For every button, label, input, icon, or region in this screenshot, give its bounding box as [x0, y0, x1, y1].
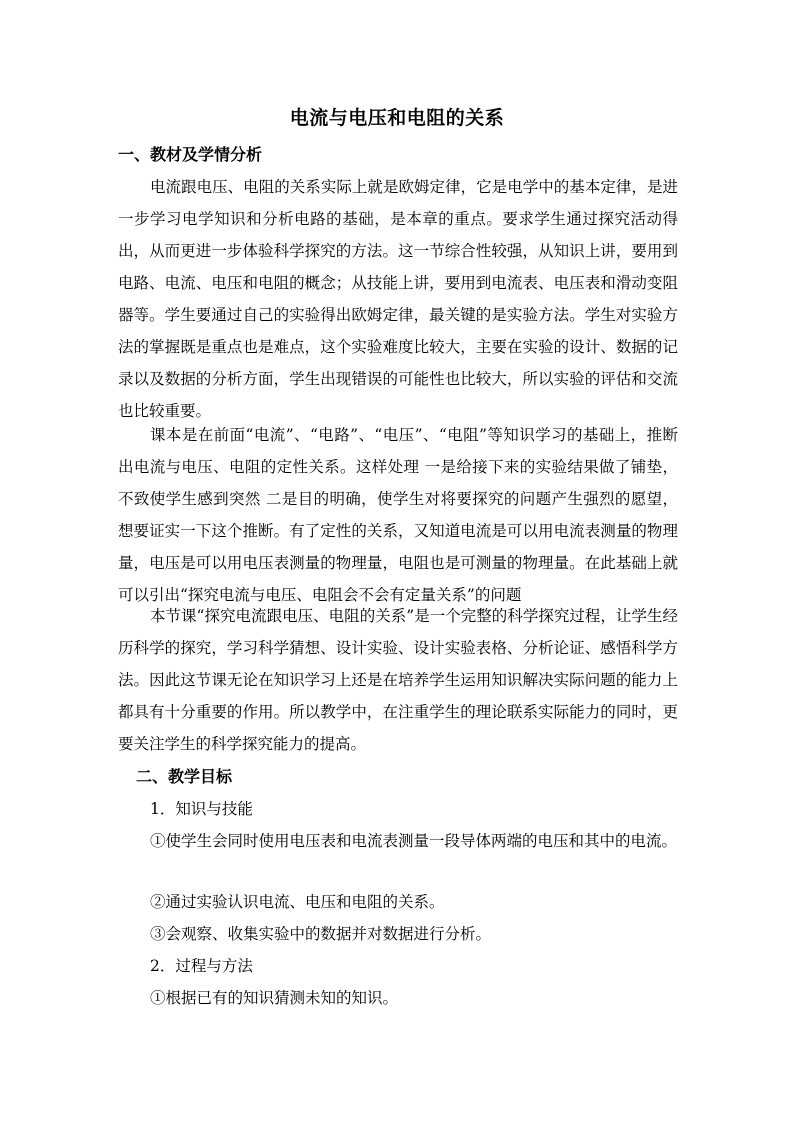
subheading-knowledge-skills: 1．知识与技能: [150, 800, 253, 818]
section-heading-objectives: 二、教学目标: [136, 767, 233, 786]
objective-item-1: ①使学生会同时使用电压表和电流表测量一段导体两端的电压和其中的电流。: [150, 832, 678, 850]
objective-item-4: ①根据已有的知识猜测未知的知识。: [150, 989, 399, 1007]
objective-item-3: ③会观察、收集实验中的数据并对数据进行分析。: [150, 925, 492, 943]
paragraph-analysis-1: 电流跟电压、电阻的关系实际上就是欧姆定律，它是电学中的基本定律，是进一步学习电学知识和分析电路的基础，是本章的重点。要求学生通过探究活动得出，从而更进一步体验科学探究的方法。这一节综合性较强，从知识上讲，要用到电路、电流、电压和电阻的概念；从技能上讲，要用到电流表、电压表和滑动变阻器等。学生要通过自己的实验得出欧姆定律，最关键的是实验方法。学生对实验方法的掌握既是重点也是难点，这个实验难度比较大，主要在实验的设计、数据的记录以及数据的分析方面，学生出现错误的可能性也比较大，所以实验的评估和交流也比较重要。: [118, 178, 678, 420]
objective-item-2: ②通过实验认识电流、电压和电阻的关系。: [150, 893, 445, 911]
document-title: 电流与电压和电阻的关系: [289, 107, 505, 129]
paragraph-analysis-2: 课本是在前面“电流”、“电路”、“电压”、“电阻”等知识学习的基础上，推断出电流与电压、电阻的定性关系。这样处理 一是给接下来的实验结果做了铺垫，不致使学生感到突然 二是目的明确，使学生对将要探究的问题产生强烈的愿望，想要证实一下这个推断。有了定性的关系，又知道电流是可以用电流表测量的物理量，电压是可以用电压表测量的物理量，电阻也是可测量的物理量。在此基础上就可以引出“探究电流与电压、电阻会不会有定量关系”的问题: [118, 426, 678, 604]
paragraph-analysis-3: 本节课“探究电流跟电压、电阻的关系”是一个完整的科学探究过程，让学生经历科学的探究，学习科学猜想、设计实验、设计实验表格、分析论证、感悟科学方法。因此这节课无论在知识学习上还是在培养学生运用知识解决实际问题的能力上都具有十分重要的作用。所以教学中，在注重学生的理论联系实际能力的同时，更要关注学生的科学探究能力的提高。: [118, 607, 678, 753]
section-heading-analysis: 一、教材及学情分析: [118, 145, 263, 164]
subheading-process-methods: 2．过程与方法: [150, 957, 253, 975]
